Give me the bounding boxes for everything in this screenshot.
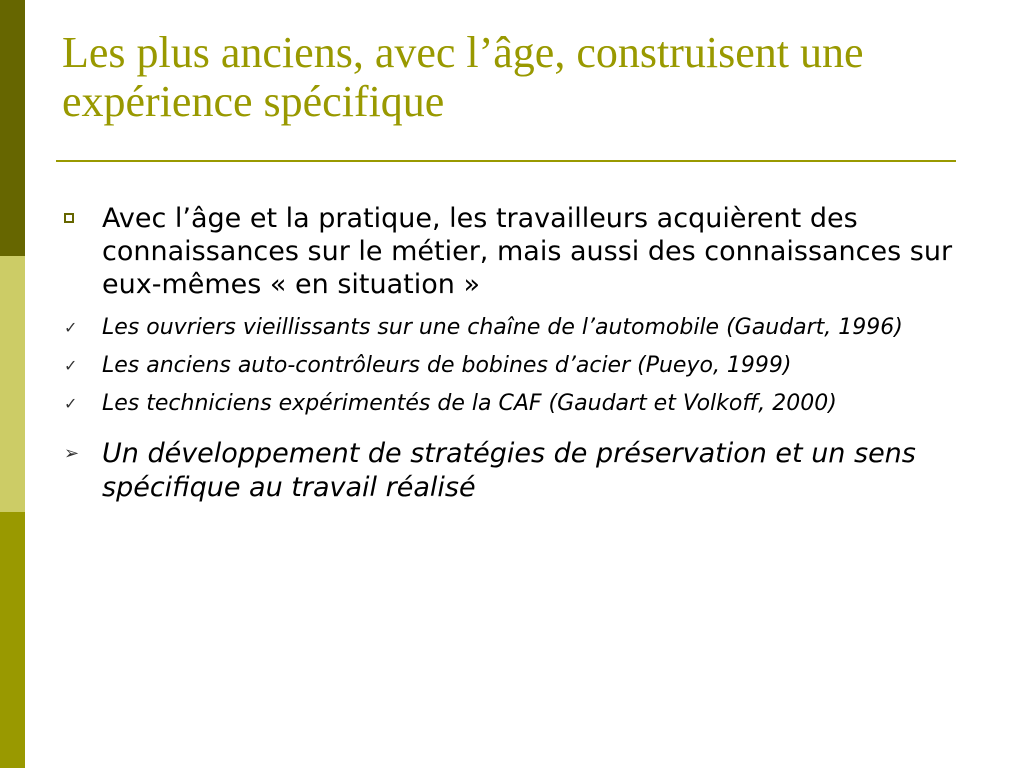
slide-content (62, 202, 967, 505)
check-icon: ✓ (64, 318, 78, 337)
check-icon: ✓ (64, 394, 78, 413)
side-band-light (0, 256, 25, 512)
arrow-bullet-text: Un développement de stratégies de préservation et un sens spécifique au travail réalisé (102, 438, 916, 503)
bullet-text: Avec l’âge et la pratique, les travailleurs acquièrent des connaissances sur le métier, mais aussi des connaissances sur eux-mêmes « en situation » (102, 203, 953, 300)
sub-bullet-item (62, 313, 967, 343)
check-icon: ✓ (64, 356, 78, 375)
bullet-item (62, 202, 967, 301)
sub-bullet-item (62, 351, 967, 381)
title-divider (56, 160, 956, 162)
arrow-bullet-item (62, 437, 967, 505)
side-band-olive (0, 512, 25, 768)
sub-bullet-text: Les techniciens expérimentés de la CAF (Gaudart et Volkoff, 2000) (102, 391, 837, 416)
sub-bullet-item (62, 389, 967, 419)
side-band-dark (0, 0, 25, 256)
square-bullet-icon (64, 213, 74, 223)
sub-bullet-text: Les anciens auto-contrôleurs de bobines d’acier (Pueyo, 1999) (102, 353, 792, 378)
slide-title: Les plus anciens, avec l’âge, construisent une expérience spécifique (62, 28, 864, 127)
sub-bullet-text: Les ouvriers vieillissants sur une chaîne de l’automobile (Gaudart, 1996) (102, 315, 903, 340)
arrow-bullet-icon: ➢ (64, 443, 80, 464)
